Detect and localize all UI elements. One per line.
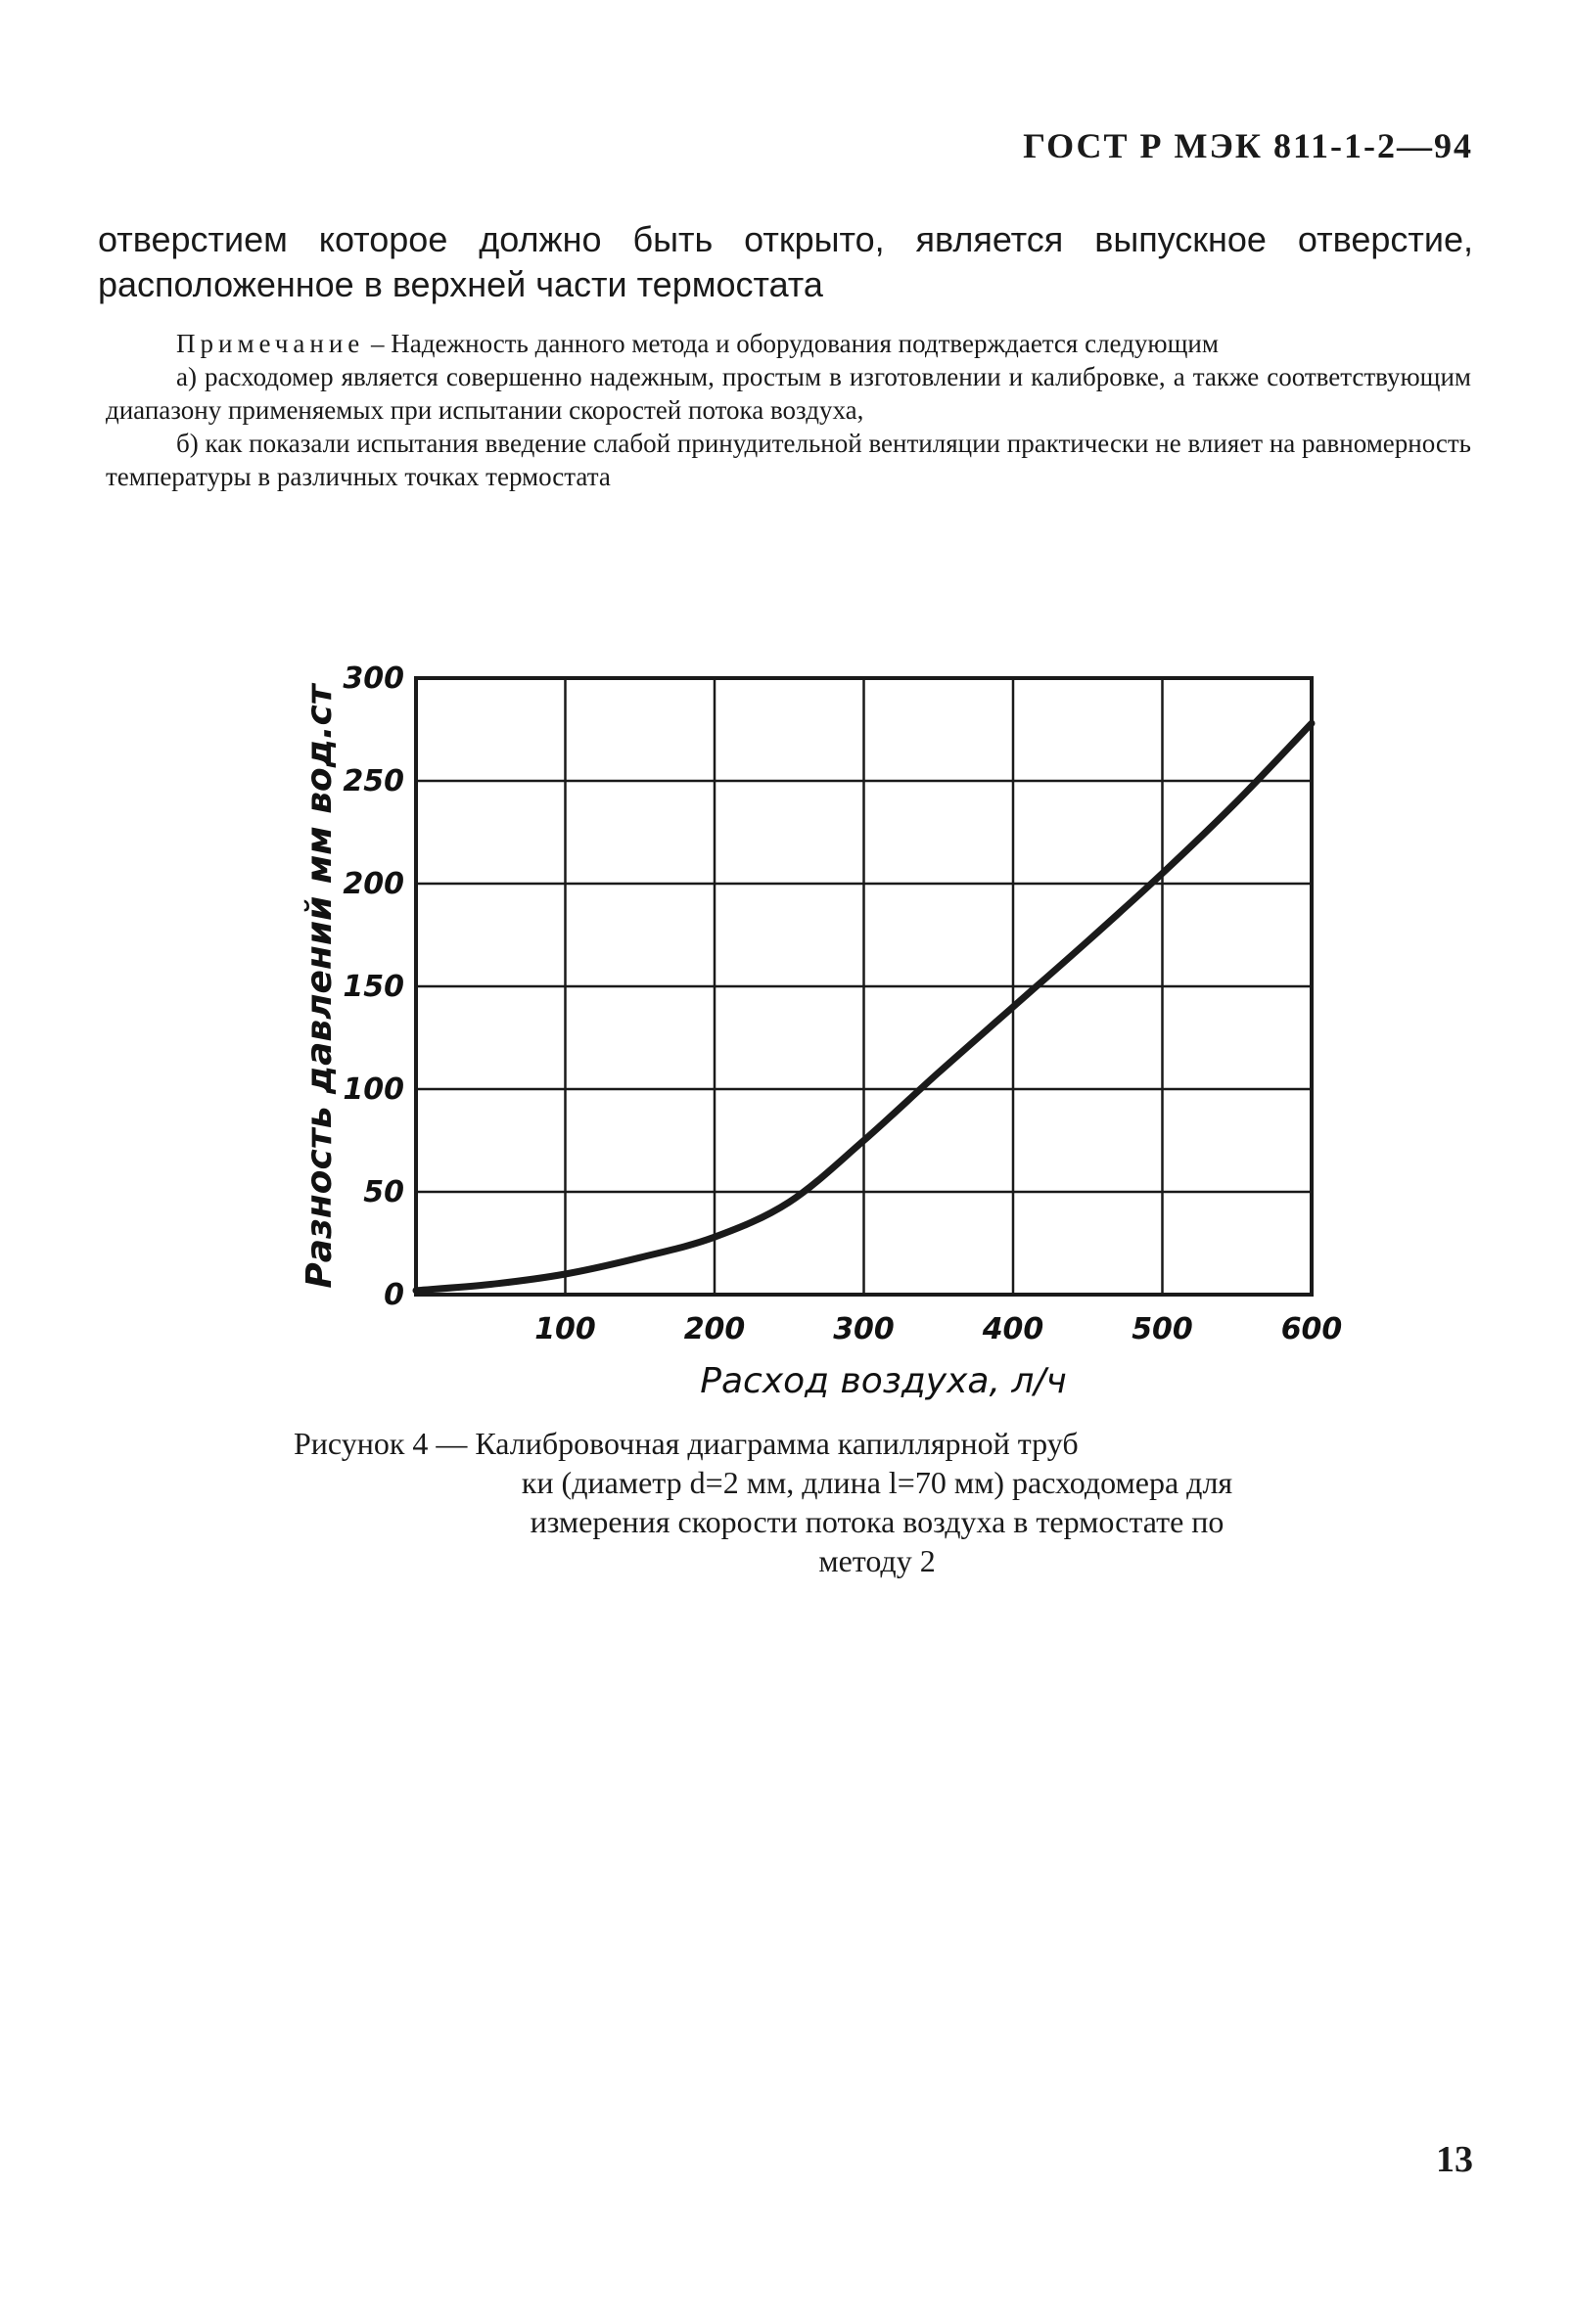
- note-intro-text: – Надежность данного метода и оборудования подтверждается следующим: [364, 329, 1219, 358]
- x-tick-label: 600: [1280, 1312, 1343, 1346]
- note-item-b: б) как показали испытания введение слабой принудительной вентиляции практически не влияет на равномерность температуры в различных точках термостата: [106, 429, 1471, 491]
- y-tick-label: 300: [343, 661, 404, 696]
- x-tick-label: 500: [1132, 1312, 1193, 1346]
- standard-code: ГОСТ Р МЭК 811-1-2—94: [1023, 126, 1473, 165]
- note-intro: [106, 327, 1471, 360]
- page-number: 13: [1436, 2139, 1473, 2180]
- caption-line-rest: ки (диаметр d=2 мм, длина l=70 мм) расходомера для измерения скорости потока воздуха в термостате по методу 2: [521, 1465, 1233, 1578]
- caption-line-first: Рисунок 4 — Калибровочная диаграмма капиллярной труб: [294, 1426, 1079, 1461]
- calibration-chart-svg: [284, 654, 1343, 1407]
- y-tick-label: 250: [343, 764, 404, 798]
- y-tick-label: 100: [343, 1072, 404, 1107]
- figure-caption: [294, 1424, 1282, 1580]
- calibration-chart: [284, 654, 1343, 1407]
- y-axis-title: Разность давлений мм вод.ст: [300, 684, 340, 1289]
- y-tick-label: 0: [384, 1278, 404, 1312]
- note-block: [106, 327, 1471, 493]
- y-tick-label: 200: [343, 867, 404, 901]
- lead-paragraph: отверстием которое должно быть открыто, является выпускное отверстие, расположенное в верхней части термостата: [98, 219, 1473, 304]
- x-tick-label: 400: [982, 1312, 1044, 1346]
- x-axis-title: Расход воздуха, л/ч: [700, 1361, 1067, 1401]
- x-tick-label: 300: [833, 1312, 895, 1346]
- note-label: Примечание: [176, 329, 365, 358]
- y-tick-label: 150: [343, 970, 404, 1004]
- note-item-a: а) расходомер является совершенно надежным, простым в изготовлении и калибровке, а также соответствующим диапазону применяемых при испытании скоростей потока воздуха,: [106, 362, 1471, 425]
- y-tick-label: 50: [363, 1175, 404, 1209]
- x-tick-label: 100: [534, 1312, 596, 1346]
- x-tick-label: 200: [683, 1312, 746, 1346]
